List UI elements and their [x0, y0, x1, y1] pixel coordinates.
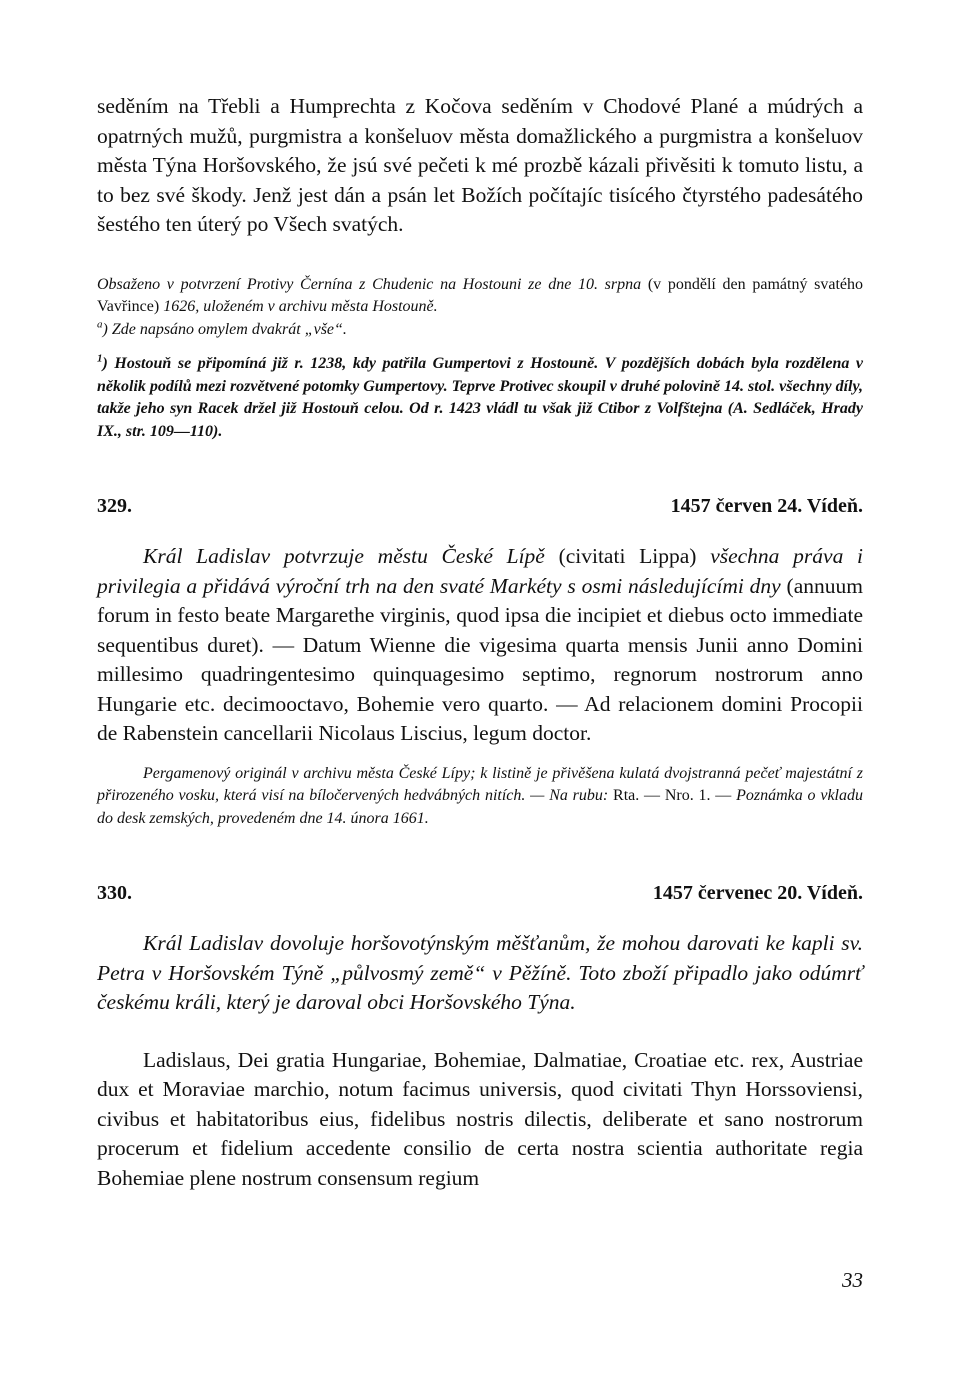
entry-329-heading	[97, 495, 863, 518]
entry-329-number: 329.	[97, 495, 132, 517]
entry-330-regest: Král Ladislav dovoluje horšovotýnským měšťanům, že mohou darovati ke kapli sv. Petra v Horšovském Týně „půlvosmý země“ v Pěžíně. Toto zboží připadlo jako odúmrť českému králi, který je daroval obci Horšovského Týna.	[97, 931, 863, 1014]
continued-paragraph: seděním na Třebli a Humprechta z Kočova seděním v Chodové Plané a múdrých a opatrných mužů, purgmistra a konšeluov města domažlického a purgmistra a konšeluov města Týna Horšovského, že jsú své pečeti k mé prozbě kázali přivěsiti k tomuto listu, a to bez své škody. Jenž jest dán a psán let Božích počítajíc tisícého čtyrstého padesátého šestého ten úterý po Všech svatých.	[97, 94, 863, 236]
document-page	[97, 92, 863, 1193]
footnote-1	[97, 353, 863, 443]
footnote-a-mark: a	[97, 318, 103, 331]
source-note	[97, 274, 863, 319]
entry-329-note	[97, 763, 863, 831]
entry-329-regest-it1: Král Ladislav potvrzuje městu České Lípě	[143, 544, 545, 568]
footnote-a-text: ) Zde napsáno omylem dvakrát „vše“.	[102, 320, 347, 338]
entry-329-regest-r1: (civitati Lippa)	[544, 544, 711, 568]
footnote-a	[97, 319, 863, 342]
entry-329-regest-r2: (annuum forum in festo beate Margarethe virginis, quod ipsa die incipiet et diebus octo immediate sequentibus duret). — Datum Wienne die vigesima quarta mensis Junii anno Domini millesimo quadringentesimo quinquagesimo septimo, regnorum nostrorum anno Hungarie etc. decimooctavo, Bohemie vero quarto. — Ad relacionem domini Procopii de Rabenstein cancellarii Nicolaus Liscius, legum doctor.	[97, 573, 863, 745]
source-note-part1: Obsaženo v potvrzení Protivy Černína z Chudenic na Hostouni ze dne 10. srpna	[97, 275, 642, 293]
footnote-1-mark: 1	[97, 352, 103, 365]
entry-330-text: Ladislaus, Dei gratia Hungariae, Bohemiae, Dalmatiae, Croatiae etc. rex, Austriae dux et Moraviae marchio, notum facimus universis, quod civitati Thyn Horssoviensi, civibus et habitatoribus eius, fidelibus nostris dilectis, deliberate et sano nostrorum procerum et fidelium accedente consilio de certa nostra scientia authoritate regia Bohemiae plene nostrum consensum regium	[97, 1047, 863, 1190]
entry-330-heading	[97, 882, 863, 905]
footnote-1-text: ) Hostouň se připomíná již r. 1238, kdy patřila Gumpertovi z Hostouně. V pozdějších dobách byla rozdělena v několik podílů mezi rozvětvené potomky Gumpertovy. Teprve Protivec skoupil v druhé polovině 14. stol. všechny díly, takže jeho syn Racek držel již Hostouň celou. Od r. 1423 vládl tu však již Ctibor z Volfštejna (A. Sedláček, Hrady IX., str. 109—110).	[97, 355, 863, 440]
entry-330-number: 330.	[97, 882, 132, 904]
entry-329-note-it2: Poznámka o vkladu do desk zemských, provedeném dne 14. února 1661.	[97, 787, 864, 827]
source-note-part2: (v pondělí den památný svatého Vavřince)	[97, 275, 864, 315]
source-note-part3: 1626, uloženém v archivu města Hostouně.	[163, 298, 438, 315]
entry-329-note-r1: Rta. — Nro. 1. —	[608, 787, 737, 804]
entry-330-date: 1457 červenec 20. Vídeň.	[652, 882, 863, 904]
entry-329-regest	[97, 542, 863, 749]
entry-329-date: 1457 červen 24. Vídeň.	[670, 495, 863, 517]
entry-329-regest-it2: všechna práva i privilegia a přidává výroční trh na den svaté Markéty s osmi následujícími dny	[97, 544, 864, 598]
page-number: 33	[842, 1268, 863, 1292]
entry-329-note-it1: Pergamenový originál v archivu města České Lípy; k listině je přivěšena kulatá dvojstranná pečeť majestátní z přirozeného vosku, která visí na bíločervených hedvábných nitích. — Na rubu:	[97, 764, 863, 804]
